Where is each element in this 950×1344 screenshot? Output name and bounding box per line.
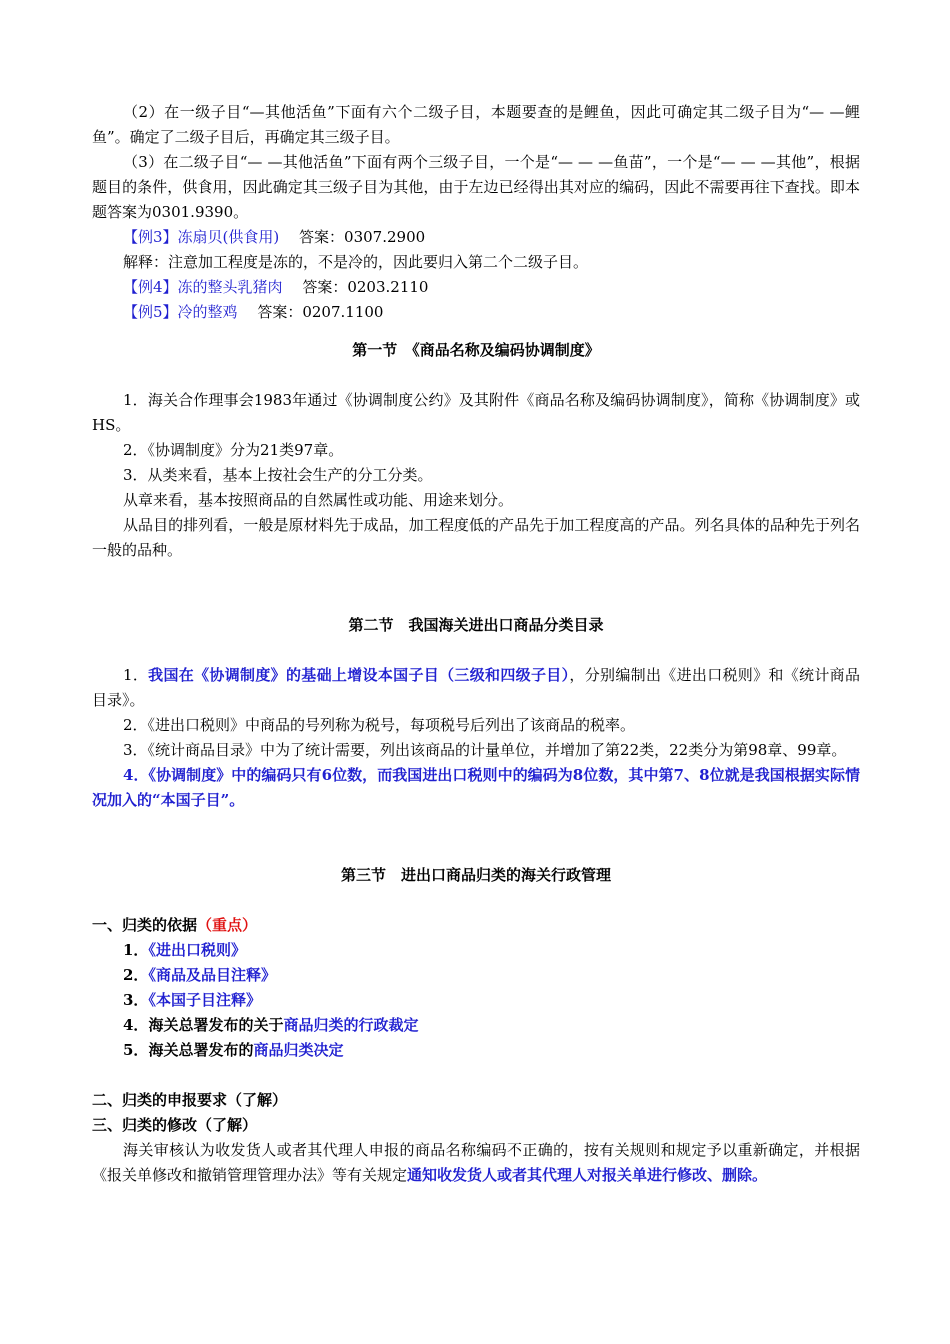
spacer <box>92 1063 860 1088</box>
modification-paragraph <box>92 1138 860 1188</box>
basis-item-4 <box>92 1013 860 1038</box>
section-2-p1-rest: ，分别编制出《进出口税则》和《统计商品目录》。 <box>92 666 860 709</box>
example-4-answer: 答案：0203.2110 <box>302 278 429 296</box>
example-3-note: 解释：注意加工程度是冻的，不是冷的，因此要归入第二个二级子目。 <box>123 253 589 271</box>
basis-item-3 <box>92 988 860 1013</box>
modification-highlight: 通知收发货人或者其代理人对报关单进行修改、删除。 <box>407 1166 768 1184</box>
basis-item-5-text: 商品归类决定 <box>253 1041 344 1059</box>
basis-item-4-num: 4． <box>123 1016 149 1034</box>
basis-item-4-pre: 海关总署发布的关于 <box>148 1016 284 1034</box>
example-4-tag: 【例4】 <box>123 278 178 296</box>
basis-item-3-text: 《本国子目注释》 <box>148 991 261 1009</box>
basis-item-5-pre: 海关总署发布的 <box>148 1041 254 1059</box>
section-2-p4: 4．《协调制度》中的编码只有6位数，而我国进出口税则中的编码为8位数，其中第7、8位就是我国根据实际情况加入的“本国子目”。 <box>92 766 860 809</box>
basis-item-4-text: 商品归类的行政裁定 <box>283 1016 419 1034</box>
subheading-declaration: 二、归类的申报要求（了解） <box>92 1091 288 1109</box>
section-2-p1-highlight: 我国在《协调制度》的基础上增设本国子目（三级和四级子目） <box>148 666 570 684</box>
section-2-p1-num: 1． <box>123 666 149 684</box>
subheading-basis <box>92 913 860 938</box>
section-2-p2: 2．《进出口税则》中商品的号列称为税号，每项税号后列出了该商品的税率。 <box>123 716 636 734</box>
paragraph-step-2: （2）在一级子目“—其他活鱼”下面有六个二级子目，本题要查的是鲤鱼，因此可确定其二级子目为“— —鲤鱼”。确定了二级子目后，再确定其三级子目。 <box>92 103 860 146</box>
section-1-p3: 3．从类来看，基本上按社会生产的分工分类。 <box>123 466 433 484</box>
subheading-basis-text: 一、归类的依据 <box>92 916 198 934</box>
basis-item-2 <box>92 963 860 988</box>
section-1-p4: 从章来看，基本按照商品的自然属性或功能、用途来划分。 <box>123 491 514 509</box>
section-1-title: 第一节 《商品名称及编码协调制度》 <box>352 341 600 359</box>
document-page <box>92 100 860 1188</box>
section-1-p1: 1．海关合作理事会1983年通过《协调制度公约》及其附件《商品名称及编码协调制度》，简称《协调制度》或HS。 <box>92 391 860 434</box>
example-5-answer: 答案：0207.1100 <box>257 303 384 321</box>
paragraph-step-3: （3）在二级子目“— —其他活鱼”下面有两个三级子目，一个是“— — —鱼苗”，一个是“— — —其他”，根据题目的条件，供食用，因此确定其三级子目为其他，由于左边已经得出其对应的编码，因此不需要再往下查找。即本题答案为0301.9390。 <box>92 153 860 221</box>
basis-item-5 <box>92 1038 860 1063</box>
basis-item-2-text: 《商品及品目注释》 <box>148 966 276 984</box>
basis-item-5-num: 5． <box>123 1041 149 1059</box>
example-5-tag: 【例5】 <box>123 303 178 321</box>
example-5-item: 冷的整鸡 <box>177 303 238 321</box>
section-1-p5: 从品目的排列看，一般是原材料先于成品，加工程度低的产品先于加工程度高的产品。列名具体的品种先于列名一般的品种。 <box>92 516 860 559</box>
basis-item-1 <box>92 938 860 963</box>
section-2-p1 <box>92 663 860 713</box>
example-3 <box>92 225 860 250</box>
example-3-item: 冻扇贝(供食用) <box>177 228 280 246</box>
key-point-tag: （重点） <box>197 916 258 934</box>
basis-item-3-num: 3． <box>123 991 149 1009</box>
basis-item-2-num: 2． <box>123 966 149 984</box>
basis-item-1-num: 1． <box>123 941 149 959</box>
section-2-title: 第二节 我国海关进出口商品分类目录 <box>348 616 604 634</box>
example-5 <box>92 300 860 325</box>
section-3-title: 第三节 进出口商品归类的海关行政管理 <box>340 866 611 884</box>
example-3-answer: 答案：0307.2900 <box>299 228 426 246</box>
basis-item-1-text: 《进出口税则》 <box>148 941 246 959</box>
example-4-item: 冻的整头乳猪肉 <box>177 278 283 296</box>
example-4 <box>92 275 860 300</box>
section-1-p2: 2．《协调制度》分为21类97章。 <box>123 441 344 459</box>
section-2-p3: 3．《统计商品目录》中为了统计需要，列出该商品的计量单位，并增加了第22类，22类分为第98章、99章。 <box>123 741 847 759</box>
subheading-modification: 三、归类的修改（了解） <box>92 1116 258 1134</box>
modification-text: 海关审核认为收发货人或者其代理人申报的商品名称编码不正确的，按有关规则和规定予以重新确定，并根据《报关单修改和撤销管理管理办法》等有关规定 <box>92 1141 860 1184</box>
example-3-tag: 【例3】 <box>123 228 178 246</box>
